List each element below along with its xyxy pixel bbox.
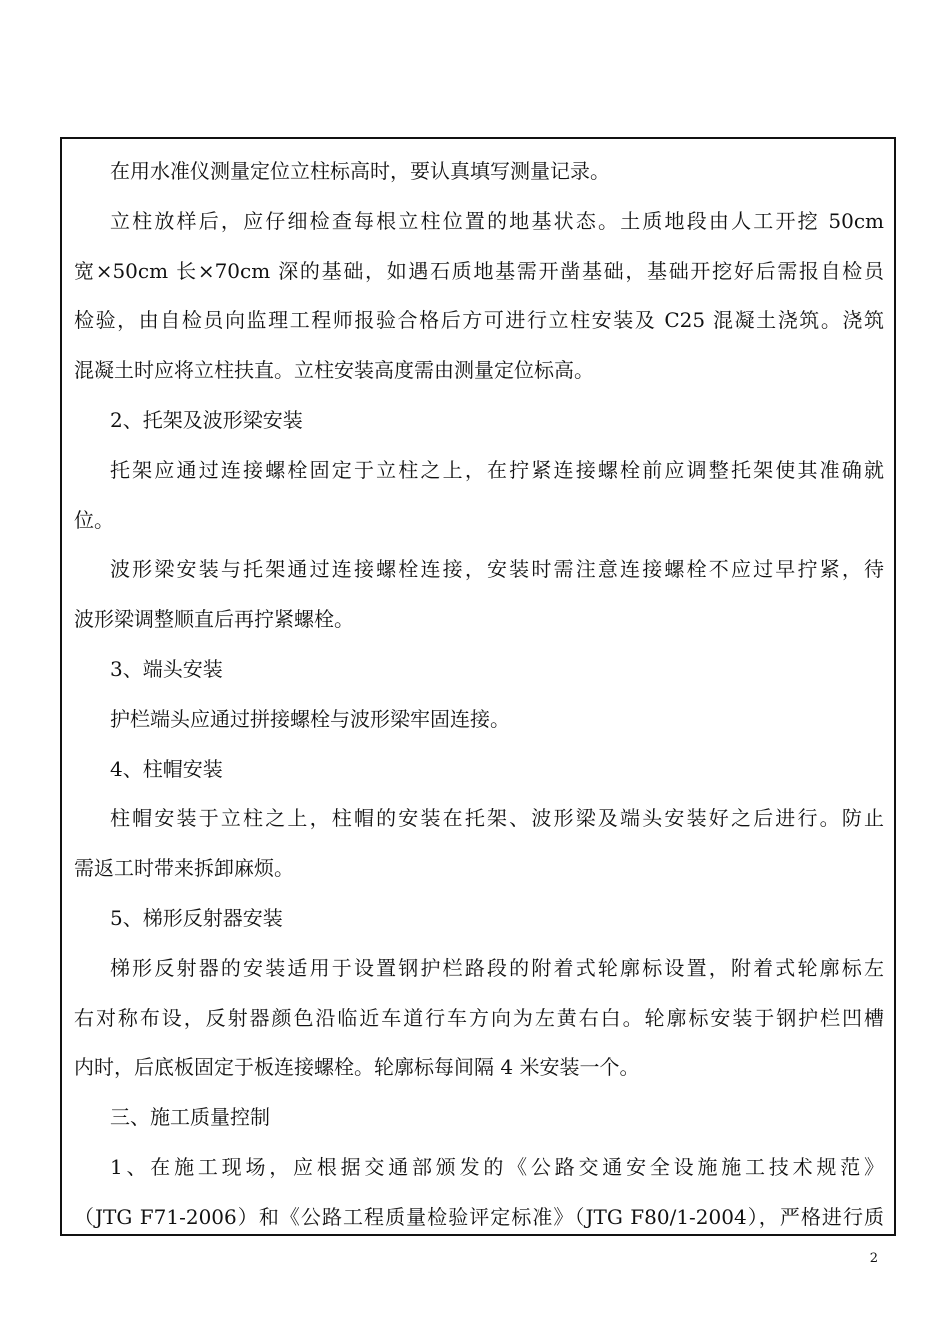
paragraph-line: 1、在施工现场，应根据交通部颁发的《公路交通安全设施施工技术规范》 xyxy=(110,1154,884,1179)
paragraph-line: 波形梁安装与托架通过连接螺栓连接，安装时需注意连接螺栓不应过早拧紧，待 xyxy=(110,557,884,582)
section-heading: 4、柱帽安装 xyxy=(110,756,223,781)
paragraph-line: 柱帽安装于立柱之上，柱帽的安装在托架、波形梁及端头安装好之后进行。防止 xyxy=(110,806,884,831)
section-heading: 三、施工质量控制 xyxy=(110,1105,270,1130)
page-number: 2 xyxy=(869,1251,878,1266)
paragraph-line: 立柱放样后，应仔细检查每根立柱位置的地基状态。土质地段由人工开挖 50cm xyxy=(110,208,884,233)
paragraph-line: 梯形反射器的安装适用于设置钢护栏路段的附着式轮廓标设置，附着式轮廓标左 xyxy=(110,955,884,980)
section-heading: 3、端头安装 xyxy=(110,656,223,681)
paragraph-line: 护栏端头应通过拼接螺栓与波形梁牢固连接。 xyxy=(110,706,510,731)
document-body xyxy=(74,147,884,1243)
paragraph-line: 混凝土时应将立柱扶直。立柱安装高度需由测量定位标高。 xyxy=(74,358,594,383)
content-frame xyxy=(60,137,896,1236)
section-heading: 5、梯形反射器安装 xyxy=(110,905,283,930)
paragraph-line: 检验，由自检员向监理工程师报验合格后方可进行立柱安装及 C25 混凝土浇筑。浇筑 xyxy=(74,308,884,333)
paragraph-line: 右对称布设，反射器颜色沿临近车道行车方向为左黄右白。轮廓标安装于钢护栏凹槽 xyxy=(74,1005,884,1030)
paragraph-line: 在用水准仪测量定位立柱标高时，要认真填写测量记录。 xyxy=(110,159,610,183)
paragraph-line: 宽×50cm 长×70cm 深的基础，如遇石质地基需开凿基础，基础开挖好后需报自检员 xyxy=(74,258,884,283)
paragraph-line: （JTG F71-2006）和《公路工程质量检验评定标准》（JTG F80/1-2004），严格进行质 xyxy=(74,1204,884,1229)
section-heading: 2、托架及波形梁安装 xyxy=(110,407,303,432)
paragraph-line: 内时，后底板固定于板连接螺栓。轮廓标每间隔 4 米安装一个。 xyxy=(74,1055,640,1080)
paragraph-line: 波形梁调整顺直后再拧紧螺栓。 xyxy=(74,607,354,632)
paragraph-line: 位。 xyxy=(74,507,114,532)
paragraph-line: 托架应通过连接螺栓固定于立柱之上，在拧紧连接螺栓前应调整托架使其准确就 xyxy=(110,457,884,482)
paragraph-line: 需返工时带来拆卸麻烦。 xyxy=(74,856,294,881)
